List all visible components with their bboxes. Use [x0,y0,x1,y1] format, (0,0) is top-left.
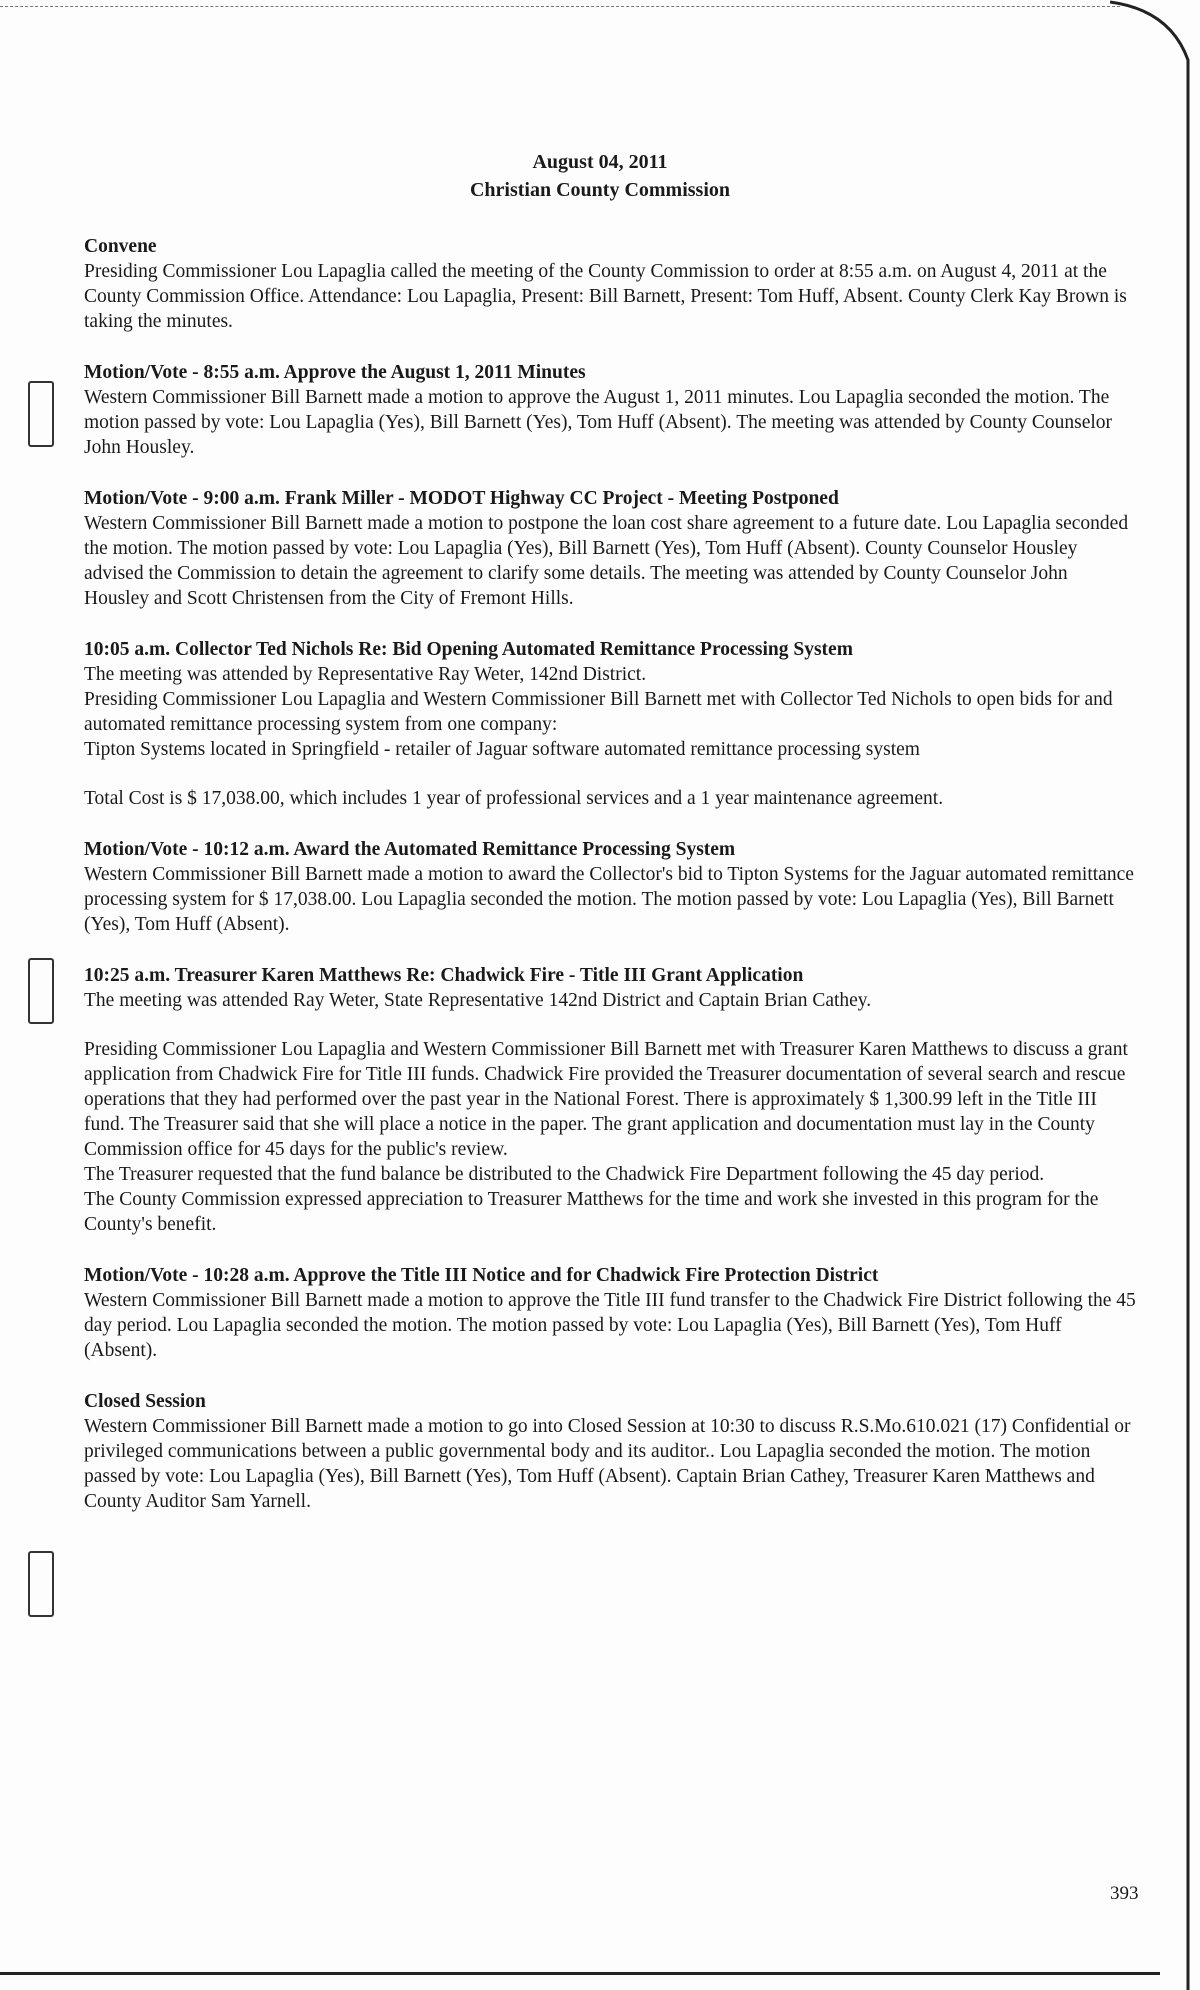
section-paragraph: The Treasurer requested that the fund balance be distributed to the Chadwick Fire Department following the 45 day period. [84,1164,1045,1185]
section-paragraph: Western Commissioner Bill Barnett made a motion to award the Collector's bid to Tipton Systems for the Jaguar automated remittance processing system for $ 17,038.00. Lou Lapaglia seconded the motion. The motion passed by vote: Lou Lapaglia (Yes), Bill Barnett (Yes), Tom Huff (Absent). [84,864,1134,935]
paragraph-gap [84,1013,1136,1037]
scan-top-edge [0,0,1120,7]
minutes-section [84,1389,1136,1514]
section-paragraph: The meeting was attended by Representative Ray Weter, 142nd District. [84,664,647,685]
meeting-date: August 04, 2011 [532,151,668,173]
minutes-section [84,486,1136,611]
section-heading: Motion/Vote - 10:28 a.m. Approve the Title III Notice and for Chadwick Fire Protection District [84,1265,879,1286]
scan-bottom-edge [0,1972,1160,1975]
section-paragraph: Presiding Commissioner Lou Lapaglia called the meeting of the County Commission to order at 8:55 a.m. on August 4, 2011 at the County Commission Office. Attendance: Lou Lapaglia, Present: Bill Barnett, Present: Tom Huff, Absent. County Clerk Kay Brown is taking the minutes. [84,261,1127,332]
minutes-body [84,234,1136,1540]
section-paragraph: Western Commissioner Bill Barnett made a motion to postpone the loan cost share agreement to a future date. Lou Lapaglia seconded the motion. The motion passed by vote: Lou Lapaglia (Yes), Bill Barnett (Yes), Tom Huff (Absent). County Counselor Housley advised the Commission to detain the agreement to clarify some details. The meeting was attended by County Counselor John Housley and Scott Christensen from the City of Fremont Hills. [84,513,1129,609]
section-paragraph: Western Commissioner Bill Barnett made a motion to approve the August 1, 2011 minutes. Lou Lapaglia seconded the motion. The motion passed by vote: Lou Lapaglia (Yes), Bill Barnett (Yes), Tom Huff (Absent). The meeting was attended by County Counselor John Housley. [84,387,1113,458]
document-header [0,148,1200,204]
margin-bracket [28,381,54,447]
section-heading: Motion/Vote - 9:00 a.m. Frank Miller - MODOT Highway CC Project - Meeting Postponed [84,488,839,509]
section-heading: Closed Session [84,1391,206,1412]
minutes-section [84,234,1136,334]
minutes-section [84,360,1136,460]
section-paragraph: Tipton Systems located in Springfield - retailer of Jaguar software automated remittance processing system [84,739,920,760]
page-number: 393 [1110,1883,1139,1904]
section-paragraph: Western Commissioner Bill Barnett made a motion to approve the Title III fund transfer to the Chadwick Fire District following the 45 day period. Lou Lapaglia seconded the motion. The motion passed by vote: Lou Lapaglia (Yes), Bill Barnett (Yes), Tom Huff (Absent). [84,1290,1136,1361]
margin-bracket [28,1551,54,1617]
section-paragraph: Total Cost is $ 17,038.00, which includes 1 year of professional services and a 1 year maintenance agreement. [84,788,944,809]
minutes-section [84,837,1136,937]
section-heading: Motion/Vote - 10:12 a.m. Award the Automated Remittance Processing System [84,839,736,860]
section-paragraph: Presiding Commissioner Lou Lapaglia and Western Commissioner Bill Barnett met with Collector Ted Nichols to open bids for and automated remittance processing system from one company: [84,689,1113,735]
section-heading: Motion/Vote - 8:55 a.m. Approve the August 1, 2011 Minutes [84,362,586,383]
section-paragraph: The meeting was attended Ray Weter, State Representative 142nd District and Captain Brian Cathey. [84,990,872,1011]
section-heading: Convene [84,236,157,257]
paragraph-gap [84,762,1136,786]
section-heading: 10:25 a.m. Treasurer Karen Matthews Re: Chadwick Fire - Title III Grant Application [84,965,804,986]
margin-bracket [28,958,54,1024]
minutes-section [84,637,1136,811]
section-paragraph: Presiding Commissioner Lou Lapaglia and Western Commissioner Bill Barnett met with Treasurer Karen Matthews to discuss a grant application from Chadwick Fire for Title III funds. Chadwick Fire provided the Treasurer documentation of several search and rescue operations that they had performed over the past year in the National Forest. There is approximately $ 1,300.99 left in the Title III fund. The Treasurer said that she will place a notice in the paper. The grant application and documentation must lay in the County Commission office for 45 days for the public's review. [84,1039,1128,1160]
minutes-section [84,1263,1136,1363]
section-heading: 10:05 a.m. Collector Ted Nichols Re: Bid Opening Automated Remittance Processing System [84,639,853,660]
document-title: Christian County Commission [469,179,731,201]
section-paragraph: Western Commissioner Bill Barnett made a motion to go into Closed Session at 10:30 to discuss R.S.Mo.610.021 (17) Confidential or privileged communications between a public governmental body and its auditor.. Lou Lapaglia seconded the motion. The motion passed by vote: Lou Lapaglia (Yes), Bill Barnett (Yes), Tom Huff (Absent). Captain Brian Cathey, Treasurer Karen Matthews and County Auditor Sam Yarnell. [84,1416,1131,1512]
minutes-section [84,963,1136,1237]
section-paragraph: The County Commission expressed appreciation to Treasurer Matthews for the time and work she invested in this program for the County's benefit. [84,1189,1099,1235]
